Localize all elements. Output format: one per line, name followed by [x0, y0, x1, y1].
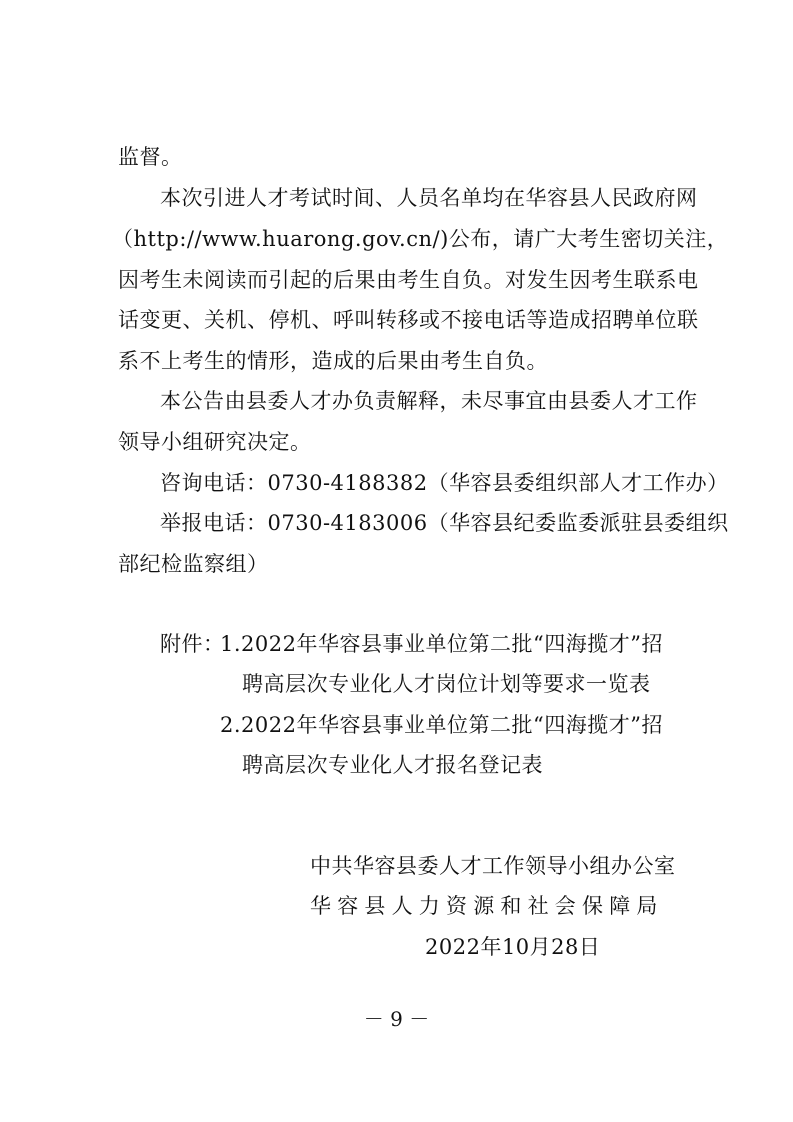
- signature-org-1: 中共华容县委人才工作领导小组办公室: [310, 854, 676, 878]
- paragraph-line: 监督。: [118, 145, 183, 169]
- attachment-item-cont: 聘高层次专业化人才报名登记表: [242, 753, 543, 777]
- page-number: － 9 －: [363, 1007, 430, 1031]
- consult-phone-line: 咨询电话：0730-4188382（华容县委组织部人才工作办）: [160, 471, 729, 495]
- attachment-item: 1.2022年华容县事业单位第二批“四海揽才”招: [220, 632, 663, 656]
- attachment-item: 2.2022年华容县事业单位第二批“四海揽才”招: [220, 713, 663, 737]
- signature-date: 2022年10月28日: [425, 935, 601, 959]
- report-phone-line: 举报电话：0730-4183006（华容县纪委监委派驻县委组织: [160, 511, 729, 535]
- signature-org-2: 华容县人力资源和社会保障局: [310, 894, 664, 918]
- paragraph-line: 话变更、关机、停机、呼叫转移或不接电话等造成招聘单位联: [118, 308, 699, 332]
- paragraph-line: 系不上考生的情形，造成的后果由考生自负。: [118, 349, 548, 373]
- attachment-item-cont: 聘高层次专业化人才岗位计划等要求一览表: [242, 672, 651, 696]
- paragraph-line: （http://www.huarong.gov.cn/)公布，请广大考生密切关注，: [112, 227, 729, 251]
- paragraph-line: 因考生未阅读而引起的后果由考生自负。对发生因考生联系电: [118, 268, 699, 292]
- paragraph-line: 本次引进人才考试时间、人员名单均在华容县人民政府网: [160, 186, 698, 210]
- paragraph-line: 本公告由县委人才办负责解释，未尽事宜由县委人才工作: [160, 389, 698, 413]
- paragraph-line: 领导小组研究决定。: [118, 430, 312, 454]
- paragraph-line: 部纪检监察组）: [118, 552, 269, 576]
- attachment-label: 附件：: [160, 632, 225, 656]
